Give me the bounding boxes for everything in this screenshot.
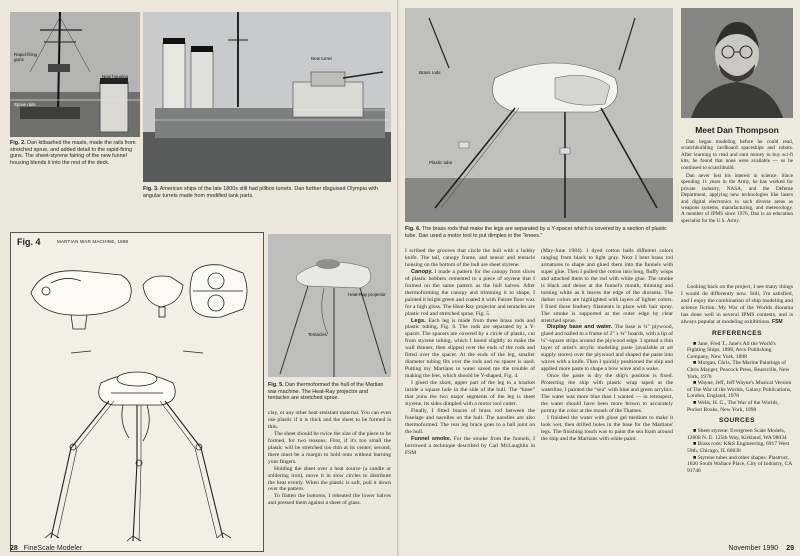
reference-item: ■ Jane, Fred T., Jane's All the World's Fighting Ships, 1898, Arco Publishing Company, New York, 1898: [687, 340, 776, 360]
source-item: ■ Styrene tubes and other shapes: Plastruct, 1020 South Wallace Place, City of Industry, CA 91748: [687, 454, 792, 474]
right-page: [401, 0, 800, 556]
col4-intro: [681, 284, 793, 326]
hull-photo-illustration: [268, 234, 391, 377]
issue-date: November 1990: [728, 545, 779, 552]
photo-label-tentacles: Tentacles: [308, 332, 328, 337]
photo-label-new-turret: New turret: [311, 56, 332, 61]
col2-paragraph: [405, 380, 535, 408]
caption-fig3: [143, 186, 391, 199]
photo-label-rapid-firing: Rapid-firing guns: [14, 52, 38, 62]
sources-heading: SOURCES: [718, 417, 756, 425]
col3-paragraph: Once the paste is dry the ship's position is fixed. Protecting the ship with plastic wrap taped at the waterline, I painted the “sea” with blue and green acrylics. The water was more blue than I wanted — in retrospect, the water should have been more brown to accurately portray the color at the mouth of the Thames.: [541, 373, 673, 414]
source-text: Styrene tubes and other shapes: Plastruct, 1020 South Wallace Place, City of Industry, CA 91748: [687, 454, 792, 474]
col3-paragraph: [541, 324, 673, 373]
author-photo: [681, 8, 793, 118]
photo-fig2-mast: [10, 12, 140, 137]
caption-fig6-text: The brass rods that make the legs are separated by a Y-spacer which is covered by a section of plastic tube. Dan used a motor tool to put dimples in the “knees.”: [405, 226, 667, 239]
caption-fig5-label: Fig. 5.: [268, 382, 284, 388]
left-folio: [10, 545, 82, 552]
source-item: ■ Sheet styrene: Evergreen Scale Models, 12808 N. E. 125th Way, Kirkland, WA 98034: [687, 428, 787, 441]
run-in-head: Display base and water.: [547, 324, 613, 331]
col3-paragraph: (May-June 1984). I dyed cotton balls different colors ranging from black to light gray. Next I bent brass rod armatures to shape and glued them into the funnels with super glue. Then I pulled the cotton into long, fluffy wisps and attached them to the rod with white glue. The smoke is black and dense at the funnel's mouth, thinning and turning white as it leaves the edge of the diorama. The darker colors are highlighted with layers of lighter colors. I fixed these feathery filaments in place with hair spray. The smoke is supported at the outer edge by clear stretched sprue.: [541, 248, 673, 324]
col2-paragraph: [405, 248, 535, 269]
paragraph-text: I scribed the grooves that circle the hull with a hobby knife. The tail, canopy frame, and sensor and tentacle housing on the bottom of the hull are sheet styrene.: [405, 248, 535, 268]
left-page: [0, 0, 399, 556]
author-portrait: [681, 8, 793, 118]
caption-fig2: [10, 140, 140, 166]
right-folio: [728, 545, 794, 552]
left-page-text-column: [268, 410, 391, 507]
reference-item: ■ Wells, H. G., The War of the Worlds, Pocket Books, New York, 1898: [687, 400, 779, 413]
col2-paragraph: [405, 436, 535, 457]
col2-paragraph: [405, 269, 535, 318]
author-bio-paragraph: Dan began modeling before he could read, scratchbuilding cardboard spaceships and robots. After learning to read and earn money to buy sci-fi kits, he found that none were available — so he continued to scratchbuild.: [681, 139, 793, 171]
reference-item: ■ Morgan, Chris, The Marine Paintings of Chris Mayger, Peacock Press, Bearsville, New York, 1976: [687, 360, 790, 380]
martian-war-machine-drawing: [11, 233, 263, 551]
run-in-head: Funnel smoke.: [411, 435, 452, 442]
author-bio-paragraph: Dan never lost his interest in science. Since spending 11 years in the Army, he has worked for private industry, NASA, and the Defense Department, applying new technologies like lasers and digital electronics to such diverse areas as weapons systems, manufacturing, and meteorology. A member of IPMS since 1976, Dan is an education specialist for the U.S. Army.: [681, 173, 793, 224]
paragraph-text: Looking back on the project, I see many things I would do differently now. Still, I'm satisfied, and I enjoy the combination of ship modeling and science fiction. My War of the Worlds diorama has done well in several IPMS contests, and is always popular at modeling exhibitions.: [681, 284, 793, 325]
magazine-name: FineScale Modeler: [23, 545, 83, 552]
paragraph-text: I glued the short, upper part of the leg to a bracket inside a square hole in the side of the hull. The “knee” that joins the two major segments of the leg is sheet styrene, its sides dimpled with a motor tool cutter.: [405, 380, 535, 407]
caption-fig5: [268, 382, 391, 402]
right-page-number: 29: [786, 545, 794, 552]
fig4-title: Fig. 4: [17, 237, 41, 247]
left-paragraph: To flatten the bottoms, I reheated the lower halves and pressed them against a sheet of glass.: [268, 493, 391, 507]
caption-fig6: [405, 226, 673, 239]
photo-label-new-housing: New housing: [102, 74, 129, 79]
martian-legs-illustration: [405, 8, 673, 222]
run-in-head: Canopy.: [411, 268, 433, 275]
paragraph-text: I made a pattern for the canopy from slices of plastic bobbers cemented to a piece of styrene that I formed on the same pattern as the hull halves. After thermoforming the canopy and trimming it to shape, I painted it bright green and coated it with Future floor wax for a high gloss. The Heat-Ray projector and tentacles are plastic rod and stretched sprue, Fig. 5.: [405, 268, 535, 317]
photo-label-heat-ray: Heat-Ray projector: [348, 292, 386, 297]
caption-fig2-text: Dan kitbashed the masts, made the rails from stretched sprue, and added detail to the rapid-firing guns. The sheet-styrene fairing of the new funnel housing blends it into the rest of the deck.: [10, 140, 136, 166]
source-text: Brass rods: K&S Engineering, 6917 West 59th, Chicago, IL 60638: [687, 441, 790, 454]
paragraph-text: Finally, I fitted braces of brass rod between the fuselage and nacelles on the hull. The nacelles are also thermoformed. The rear leg brace goes to a ball joint on the hull.: [405, 407, 535, 435]
caption-fig2-label: Fig. 2.: [10, 140, 26, 146]
photo-fig5-hull: [268, 234, 391, 377]
reference-text: Jane, Fred T., Jane's All the World's Fighting Ships, 1898, Arco Publishing Company, New York, 1898: [687, 340, 776, 360]
run-in-head: Legs.: [411, 317, 426, 324]
figure-4-martian-war-machine: [10, 232, 264, 552]
text-column-3: [541, 248, 673, 443]
caption-fig3-text: American ships of the late 1800s still had pillbox turrets. Dan further disguised Olympia with angular turrets made from modified tank parts.: [143, 186, 378, 199]
caption-fig6-label: Fig. 6.: [405, 226, 421, 232]
author-heading: Meet Dan Thompson: [695, 125, 779, 135]
references-heading: REFERENCES: [711, 329, 763, 337]
left-paragraph: Holding the sheet over a heat source (a candle or soldering iron), move it in slow circles to distribute the heat evenly. When the plastic is soft, pull it down over the pattern.: [268, 465, 391, 493]
caption-fig5-text: Dan thermoformed the hull of the Martian war machine. The Heat-Ray projector and tentacles are stretched sprue.: [268, 382, 384, 402]
left-paragraph: The sheet should be twice the size of the piece to be formed, for two reasons. First, if it's too small the plastic will be stretched too thin at its center; second, there must be a margin to hold onto without burning your fingers.: [268, 430, 391, 465]
reference-item: ■ Wayne, Jeff, Jeff Wayne's Musical Version of The War of the Worlds, Galaxy Publications, London, England, 1978: [687, 380, 792, 400]
fsm-end-mark: FSM: [772, 318, 783, 325]
photo-label-brass-rods: Brass rods: [419, 70, 441, 75]
left-page-number: 28: [10, 545, 18, 552]
reference-text: Wayne, Jeff, Jeff Wayne's Musical Version of The War of the Worlds, Galaxy Publications, London, England, 1978: [687, 380, 792, 400]
left-paragraph: clay, or any other heat-resistant material. You can even use plastic if it is thick and the sheet to be formed is thin.: [268, 410, 391, 430]
paragraph-text: Each leg is made from three brass rods and plastic tubing, Fig. 6. The rods are separated by a Y-spacer. The spacers are covered by a circle of plastic, cut from styrene tubing, which I bored slightly to make the wall thinner, then slipped over the ends of the rods and fitted over the spacer. At the ends of the leg, smaller diameter tubing fits over the rods and no spacer is used. Putting my Martians in water saved me the trouble of making the feet, which should be Y-shaped, Fig. 4.: [405, 317, 535, 380]
photo-fig3-ship: [143, 12, 391, 182]
col2-paragraph: [405, 408, 535, 436]
reference-text: Morgan, Chris, The Marine Paintings of Chris Mayger, Peacock Press, Bearsville, New York, 1976: [687, 360, 790, 380]
col2-paragraph: [405, 318, 535, 381]
col3-paragraph: I finished the water with gloss gel medium to make it look wet, then drilled holes in the base for the Martians' legs. The finishing touch was to paint the sea foam around the ship and the Martians with white paint.: [541, 414, 673, 442]
text-column-2: [405, 248, 535, 457]
fig4-subtitle: MARTIAN WAR MACHINE, 1898: [57, 239, 129, 244]
source-text: Sheet styrene: Evergreen Scale Models, 12808 N. E. 125th Way, Kirkland, WA 98034: [687, 428, 787, 441]
photo-label-plastic-tube: Plastic tube: [429, 160, 453, 165]
photo-label-sprue-rails: Sprue rails: [14, 102, 36, 107]
paragraph-text: The base is ¼" plywood, glued and nailed to a frame of 2" x ¾" boards, with a lip of ¼"-square strips around the plywood edge. I spread a thin layer of artist's acrylic modeling paste (available at art supply stores) over the plywood and shaped the paste into waves with a knife. Then I quickly positioned the ship and applied more paste to shape a bow wave and a wake.: [541, 324, 673, 373]
reference-text: Wells, H. G., The War of the Worlds, Pocket Books, New York, 1898: [687, 400, 779, 413]
caption-fig3-label: Fig. 3.: [143, 186, 159, 192]
text-column-4: [681, 284, 793, 474]
ship-deck-illustration: [143, 12, 391, 182]
photo-fig6-legs: [405, 8, 673, 222]
paragraph-text: For the smoke from the funnels, I borrowed a technique described by Carl McLaughlin in FSM: [405, 435, 535, 456]
source-item: ■ Brass rods: K&S Engineering, 6917 West 59th, Chicago, IL 60638: [687, 441, 790, 454]
